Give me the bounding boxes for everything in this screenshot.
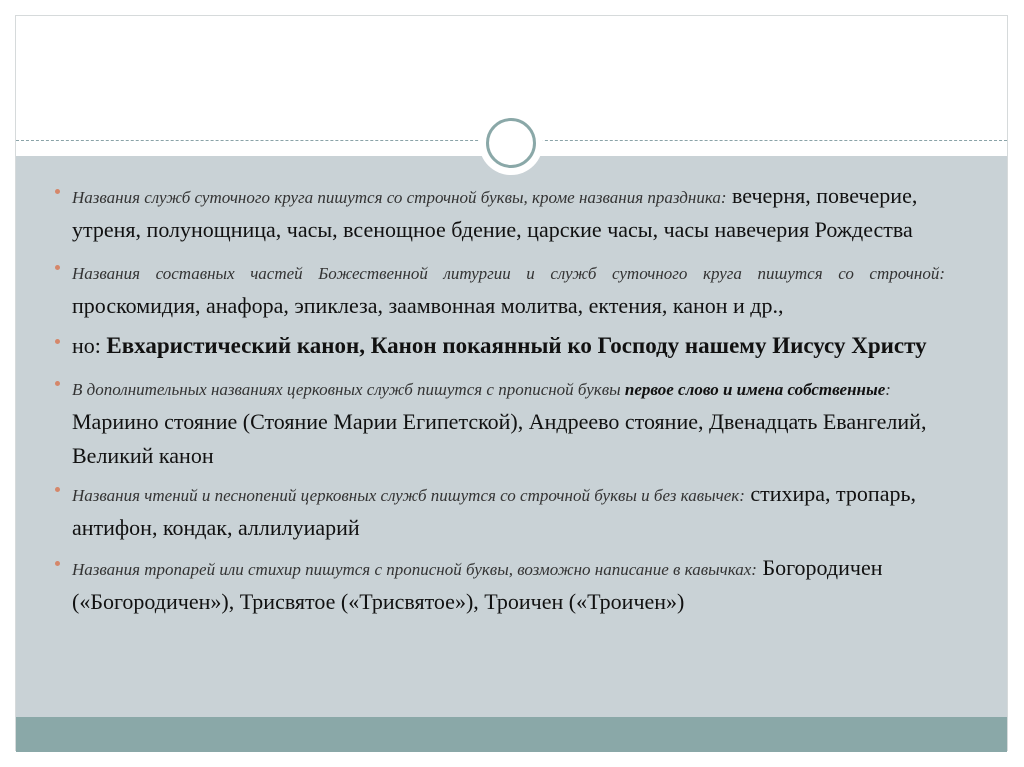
bullet-rule-text: Названия чтений и песнопений церковных служб пишутся со строчной буквы и без кавычек: — [72, 486, 745, 505]
bullet-item — [55, 478, 945, 546]
bullet-example-text: проскомидия, анафора, эпиклеза, заамвонная молитва, ектения, канон и др., — [72, 293, 784, 318]
bullet-item — [55, 330, 945, 364]
bullet-rule-text: Названия тропарей или стихир пишутся с прописной буквы, возможно написание в кавычках: — [72, 560, 757, 579]
bullet-prefix-text: но: — [72, 333, 107, 358]
bullet-example-text: стихира, тропарь, антифон, кондак, аллилуиарий — [72, 481, 917, 540]
bullet-item — [55, 256, 945, 324]
bullet-example-text: Богородичен («Богородичен»), Трисвятое («Трисвятое»), Троичен («Троичен») — [72, 555, 883, 614]
bullet-example-text: вечерня, повечерие, утреня, полунощница, часы, всенощное бдение, царские часы, часы навечерия Рождества — [72, 183, 918, 242]
bullet-bold-text: Евхаристический канон, Канон покаянный ко Господу нашему Иисусу Христу — [106, 333, 927, 358]
bullet-item — [55, 372, 945, 474]
bullet-rule-text: В дополнительных названиях церковных служб пишутся с прописной буквы — [72, 380, 625, 399]
bullet-list — [55, 180, 945, 620]
bullet-example-text: Мариино стояние (Стояние Марии Египетской), Андреево стояние, Двенадцать Евангелий, Великий канон — [72, 409, 927, 468]
bullet-item — [55, 180, 945, 248]
bullet-item — [55, 552, 945, 620]
decorative-ring-icon — [486, 118, 536, 168]
bullet-emphasis-text: первое слово и имена собственные — [624, 380, 886, 399]
footer-band — [16, 717, 1007, 752]
bullet-rule-text: Названия составных частей Божественной литургии и служб суточного круга пишутся со строчной: — [72, 264, 945, 283]
bullet-rule-text: Названия служб суточного круга пишутся со строчной буквы, кроме названия праздника: — [72, 188, 727, 207]
bullet-rule-tail: : — [885, 380, 891, 399]
